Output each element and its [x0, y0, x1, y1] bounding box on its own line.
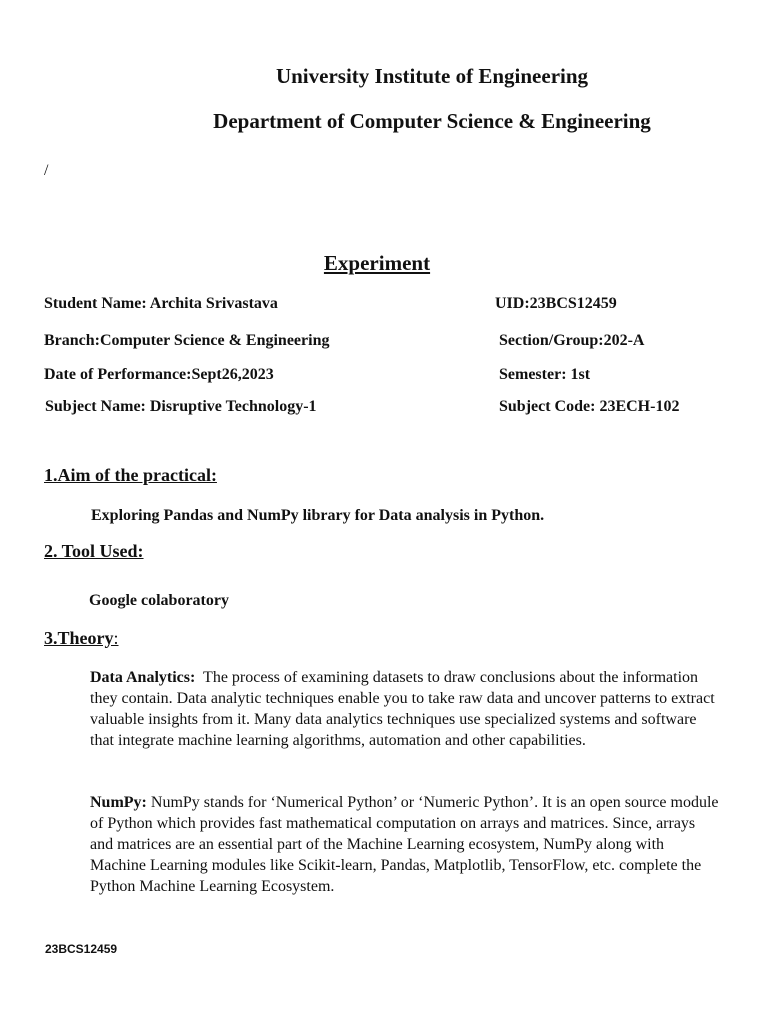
numpy-paragraph	[90, 792, 720, 897]
uid: UID:23BCS12459	[495, 295, 617, 312]
tool-heading: 2. Tool Used:	[44, 541, 144, 561]
theory-heading-main: 3.Theory	[44, 628, 114, 648]
data-analytics-label: Data Analytics:	[90, 669, 196, 686]
tool-text: Google colaboratory	[89, 592, 229, 609]
data-analytics-paragraph	[90, 667, 720, 751]
semester: Semester: 1st	[499, 366, 591, 383]
institute-title: University Institute of Engineering	[275, 64, 589, 88]
numpy-label: NumPy:	[90, 794, 147, 811]
data-analytics-text: The process of examining datasets to draw conclusions about the information they contain. Data analytic techniques enable you to take raw data and uncover patterns to extract valuable insights from it. Many data analytics techniques use specialized systems and software that integrate machine learning algorithms, automation and other capabilities.	[90, 669, 715, 749]
branch: Branch:Computer Science & Engineering	[44, 332, 330, 349]
department-title: Department of Computer Science & Engineering	[213, 109, 651, 133]
numpy-text: NumPy stands for ‘Numerical Python’ or ‘Numeric Python’. It is an open source module of Python which provides fast mathematical computation on arrays and matrices. Since, arrays and matrices are an essential part of the Machine Learning ecosystem, NumPy along with Machine Learning modules like Scikit-learn, Pandas, Matplotlib, TensorFlow, etc. complete the Python Machine Learning Ecosystem.	[90, 794, 719, 895]
footer-uid: 23BCS12459	[45, 942, 118, 956]
section-group: Section/Group:202-A	[499, 332, 645, 349]
student-name: Student Name: Archita Srivastava	[44, 295, 278, 312]
aim-heading: 1.Aim of the practical:	[44, 465, 217, 485]
theory-heading	[44, 628, 119, 649]
date-of-performance: Date of Performance:Sept26,2023	[44, 366, 274, 383]
experiment-title: Experiment	[323, 251, 431, 275]
aim-text: Exploring Pandas and NumPy library for Data analysis in Python.	[91, 507, 545, 524]
theory-heading-colon: :	[113, 628, 119, 648]
subject-name: Subject Name: Disruptive Technology-1	[45, 398, 317, 415]
slash-mark: /	[44, 162, 49, 179]
subject-code: Subject Code: 23ECH-102	[499, 398, 680, 415]
